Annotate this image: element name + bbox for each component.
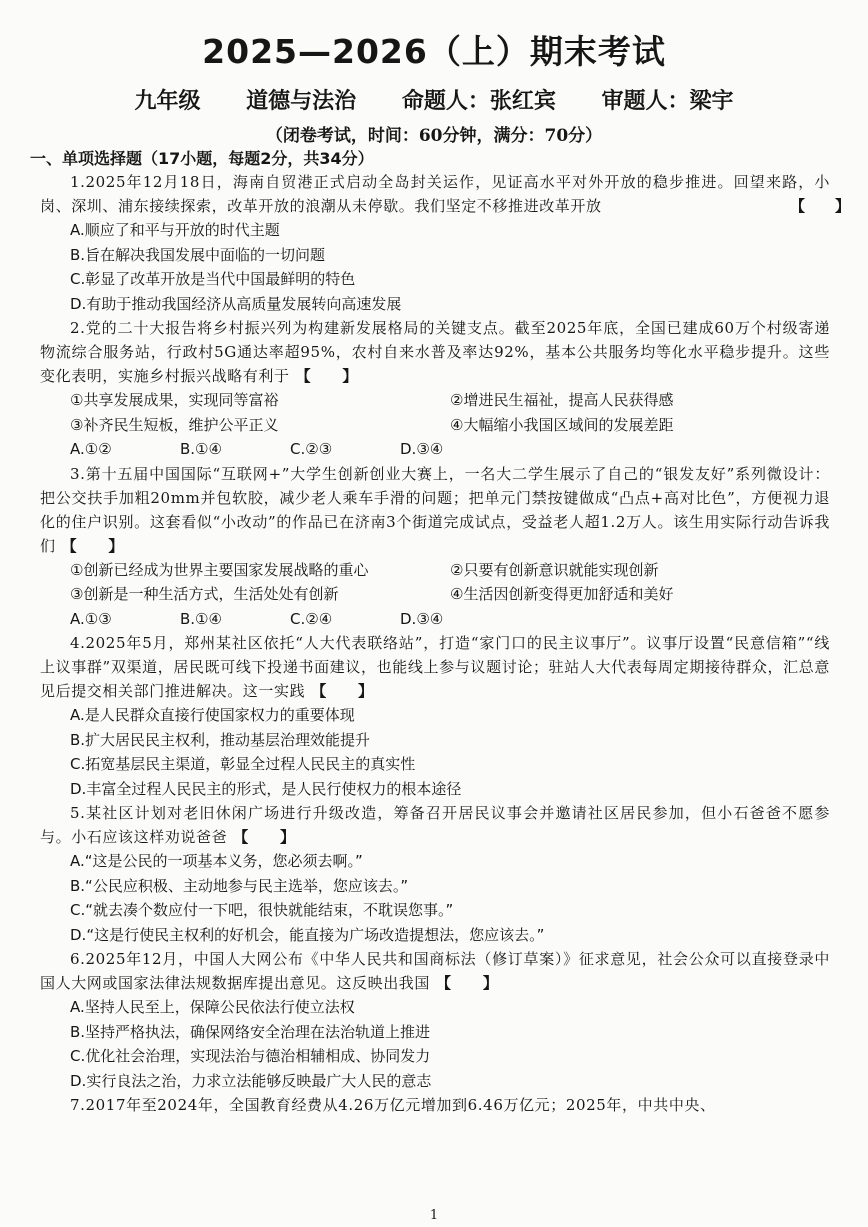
page-number: 1 [429,1208,439,1223]
option-a: A.顺应了和平与开放的时代主题 [70,221,280,239]
choice-d: D.③④ [400,609,444,628]
option-c: C.优化社会治理，实现法治与德治相辅相成、协同发力 [70,1047,431,1065]
statement-1: ①共享发展成果，实现同等富裕 [70,391,279,409]
statement-1: ①创新已经成为世界主要国家发展战略的重心 [70,560,369,579]
choice-b: B.①④ [180,440,222,458]
choice-a: A.①② [70,440,112,458]
question-7 [40,1093,830,1117]
option-c: C.彰显了改革开放是当代中国最鲜明的特色 [70,270,356,288]
question-stem: 1.2025年12月18日，海南自贸港正式启动全岛封关运作，见证高水平对外开放的稳步推进。回望来路，小岗、深圳、浦东接续探索，改革开放的浪潮从未停歇。我们坚定不移推进改革开放 【 】 [40,170,830,218]
option-d: D.“这是行使民主权利的好机会，能直接为广场改造提想法，您应该去。” [70,925,545,944]
option-b: B.“公民应积极、主动地参与民主选举，您应该去。” [70,876,409,895]
answer-bracket[interactable]: 【 】 [233,828,296,846]
option-c: C.拓宽基层民主渠道，彰显全过程人民民主的真实性 [70,755,416,773]
choice-row [40,607,830,632]
statement-row [40,388,830,413]
question-2 [40,316,830,462]
question-3 [40,462,830,632]
option-d: D.丰富全过程人民民主的形式，是人民行使权力的根本途径 [70,779,462,798]
exam-info: （闭卷考试，时间：60分钟，满分：70分） [265,126,603,146]
question-stem: 6.2025年12月，中国人大网公布《中华人民共和国商标法（修订草案）》征求意见，社会公众可以直接登录中国人大网或国家法律法规数据库提出意见。这反映出我国 【 】 [40,950,830,992]
choice-b: B.①④ [180,609,222,628]
answer-bracket[interactable]: 【 】 [790,197,851,215]
question-stem: 2.党的二十大报告将乡村振兴列为构建新发展格局的关键支点。截至2025年底，全国已建成60万个村级寄递物流综合服务站，行政村5G通达率超95%，农村自来水普及率达92%，基本公共服务均等化水平稳步提升。这些变化表明，实施乡村振兴战略有利于 【 】 [40,319,830,385]
statement-4: ④大幅缩小我国区域间的发展差距 [450,415,674,434]
option-a: A.是人民群众直接行使国家权力的重要体现 [70,706,355,724]
question-stem: 3.第十五届中国国际“互联网+”大学生创新创业大赛上，一名大二学生展示了自己的“银发友好”系列微设计：把公交扶手加粗20mm并包软胶，减少老人乘车手滑的问题；把单元门禁按键做成“凸点+高对比色”，方便视力退化的住户识别。这套看似“小改动”的作品已在济南3个街道完成试点，受益老人超1.2万人。该生用实际行动告诉我们 【 】 [40,464,830,555]
statement-3: ③创新是一种生活方式，生活处处有创新 [70,585,339,603]
question-4 [40,631,830,801]
statement-3: ③补齐民生短板，维护公平正义 [70,415,279,434]
answer-bracket[interactable]: 【 】 [61,536,125,555]
grade-label: 九年级 [134,89,201,114]
option-a: A.“这是公民的一项基本义务，您必须去啊。” [70,852,363,870]
choice-d: D.③④ [400,440,444,458]
option-d: D.有助于推动我国经济从高质量发展转向高速发展 [70,294,402,313]
statement-row [40,582,830,607]
exam-title: 2025—2026（上）期末考试 [202,32,666,71]
author-label: 命题人：张红宾 [401,89,556,114]
exam-subtitle [0,84,868,115]
option-c: C.“就去凑个数应付一下吧，很快就能结束，不耽误您事。” [70,901,454,919]
answer-bracket[interactable]: 【 】 [436,974,499,992]
statement-2: ②增进民生福祉，提高人民获得感 [450,391,674,409]
reviewer-label: 审题人：梁宇 [601,89,734,114]
choice-a: A.①③ [70,609,112,628]
choice-row [40,437,830,462]
answer-bracket[interactable]: 【 】 [295,367,359,385]
exam-content [30,148,851,1117]
section-heading: 一、单项选择题（17小题，每题2分，共34分） [30,149,374,168]
option-b: B.坚持严格执法，确保网络安全治理在法治轨道上推进 [70,1022,431,1041]
choice-c: C.②③ [290,440,333,458]
question-stem: 7.2017年至2024年，全国教育经费从4.26万亿元增加到6.46万亿元；2025年，中共中央、 [70,1096,716,1114]
option-d: D.实行良法之治，力求立法能够反映最广大人民的意志 [70,1071,432,1090]
statement-2: ②只要有创新意识就能实现创新 [450,560,659,579]
option-a: A.坚持人民至上，保障公民依法行使立法权 [70,998,355,1016]
statement-4: ④生活因创新变得更加舒适和美好 [450,585,674,603]
question-stem: 4.2025年5月，郑州某社区依托“人大代表联络站”，打造“家门口的民主议事厅”。议事厅设置“民意信箱”“线上议事群”双渠道，居民既可线下投递书面建议，也能线上参与议题讨论；驻站人大代表每周定期接待群众，汇总意见后提交相关部门推进解决。这一实践 【 】 [40,634,830,700]
option-b: B.扩大居民民主权利，推动基层治理效能提升 [70,730,371,749]
question-5 [40,801,830,947]
question-stem: 5.某社区计划对老旧休闲广场进行升级改造，筹备召开居民议事会并邀请社区居民参加，但小石爸爸不愿参与。小石应该这样劝说爸爸 【 】 [40,804,830,846]
question-1 [40,170,851,316]
option-b: B.旨在解决我国发展中面临的一切问题 [70,245,326,264]
question-6 [40,947,830,1093]
answer-bracket[interactable]: 【 】 [311,682,374,700]
statement-row [40,558,830,583]
choice-c: C.②④ [290,609,333,628]
statement-row [40,413,830,438]
subject-label: 道德与法治 [246,89,357,114]
